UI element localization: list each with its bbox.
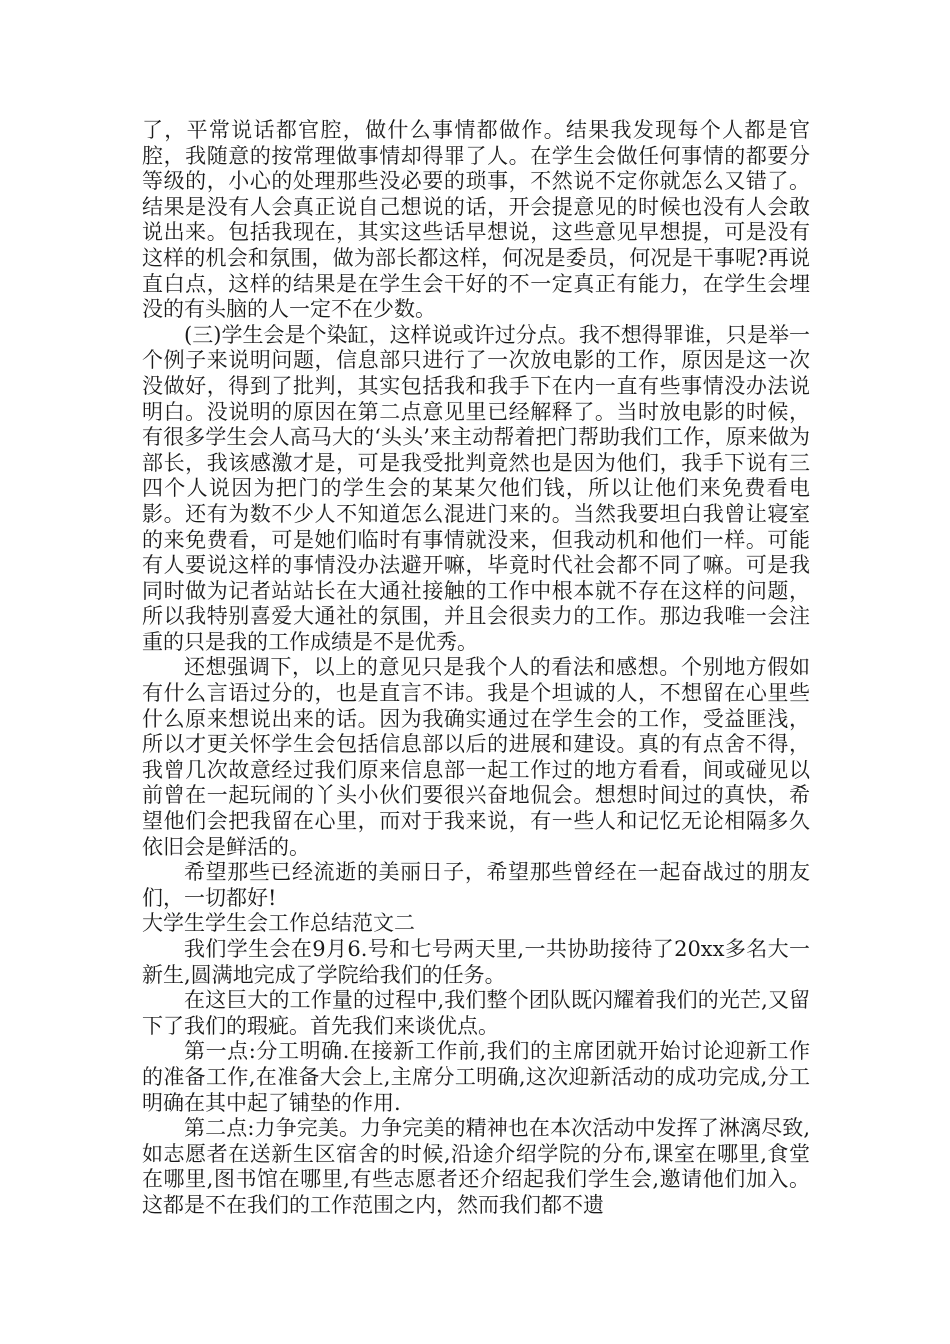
paragraph: 第一点:分工明确.在接新工作前,我们的主席团就开始讨论迎新工作的准备工作,在准备大会上,主席分工明确,这次迎新活动的成功完成,分工明确在其中起了铺垫的作用.: [142, 1039, 810, 1115]
paragraph: 在这巨大的工作量的过程中,我们整个团队既闪耀着我们的光芒,又留下了我们的瑕疵。首先我们来谈优点。: [142, 988, 810, 1038]
paragraph: (三)学生会是个染缸，这样说或许过分点。我不想得罪谁，只是举一个例子来说明问题，信息部只进行了一次放电影的工作，原因是这一次没做好，得到了批判，其实包括我和我手下在内一直有些事情没办法说明白。没说明的原因在第二点意见里已经解释了。当时放电影的时候，有很多学生会人高马大的‘头头’来主动帮着把门帮助我们工作，原来做为部长，我该感激才是，可是我受批判竟然也是因为他们，我手下说有三四个人说因为把门的学生会的某某欠他们钱，所以让他们来免费看电影。还有为数不少人不知道怎么混进门来的。当然我要坦白我曾让寝室的来免费看，可是她们临时有事情就没来，但我动机和他们一样。可能有人要说这样的事情没办法避开嘛，毕竟时代社会都不同了嘛。可是我同时做为记者站站长在大通社接触的工作中根本就不存在这样的问题，所以我特别喜爱大通社的氛围，并且会很卖力的工作。那边我唯一会注重的只是我的工作成绩是不是优秀。: [142, 322, 810, 654]
paragraph: 了，平常说话都官腔，做什么事情都做作。结果我发现每个人都是官腔，我随意的按常理做事情却得罪了人。在学生会做任何事情的都要分等级的，小心的处理那些没必要的琐事，不然说不定你就怎么又错了。结果是没有人会真正说自己想说的话，开会提意见的时候也没有人会敢说出来。包括我现在，其实这些话早想说，这些意见早想提，可是没有这样的机会和氛围，做为部长都这样，何况是委员，何况是干事呢?再说直白点，这样的结果是在学生会干好的不一定真正有能力，在学生会埋没的有头脑的人一定不在少数。: [142, 118, 810, 322]
section-title: 大学生学生会工作总结范文二: [142, 911, 415, 936]
document-page: [142, 118, 810, 1219]
paragraph: 希望那些已经流逝的美丽日子，希望那些曾经在一起奋战过的朋友们，一切都好!: [142, 860, 810, 910]
paragraph: 还想强调下，以上的意见只是我个人的看法和感想。个别地方假如有什么言语过分的，也是直言不讳。我是个坦诚的人，不想留在心里些什么原来想说出来的话。因为我确实通过在学生会的工作，受益匪浅，所以才更关怀学生会包括信息部以后的进展和建设。真的有点舍不得，我曾几次故意经过我们原来信息部一起工作过的地方看看，间或碰见以前曾在一起玩闹的丫头小伙们要很兴奋地侃会。想想时间过的真快，希望他们会把我留在心里，而对于我来说，有一些人和记忆无论相隔多久依旧会是鲜活的。: [142, 655, 810, 859]
paragraph: 我们学生会在9月6.号和七号两天里,一共协助接待了20xx多名大一新生,圆满地完成了学院给我们的任务。: [142, 937, 810, 987]
paragraph: 第二点:力争完美。力争完美的精神也在本次活动中发挥了淋漓尽致,如志愿者在送新生区宿舍的时候,沿途介绍学院的分布,课室在哪里,食堂在哪里,图书馆在哪里,有些志愿者还介绍起我们学生会,邀请他们加入。这都是不在我们的工作范围之内，然而我们都不遗: [142, 1116, 810, 1217]
